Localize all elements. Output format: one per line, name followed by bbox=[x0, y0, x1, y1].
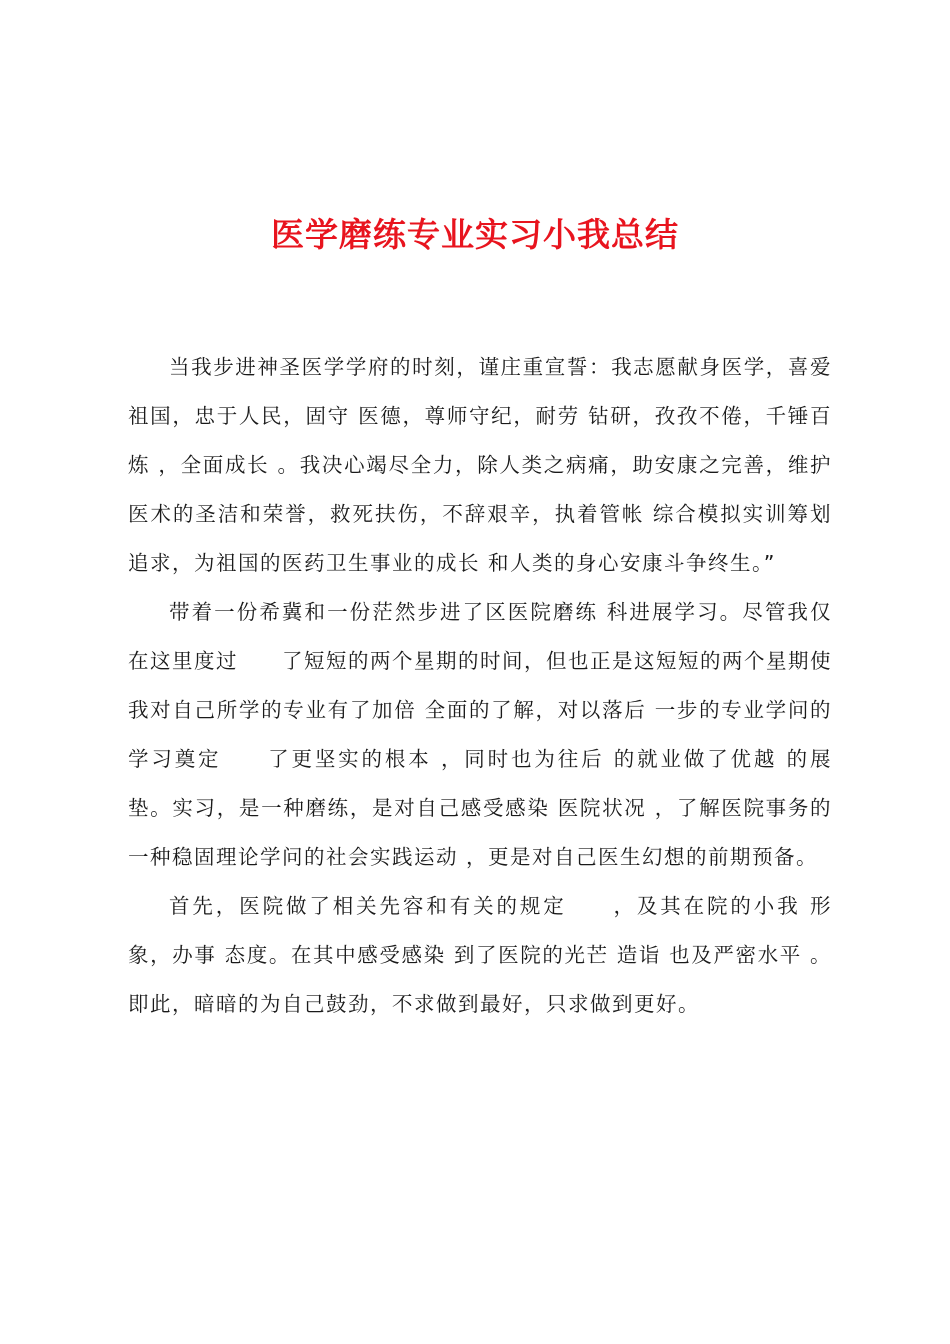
document-title: 医学磨练专业实习小我总结 bbox=[271, 215, 679, 254]
paragraph-oath: 当我步进神圣医学学府的时刻，谨庄重宣誓：我志愿献身医学，喜爱祖国，忠于人民，固守 医德，尊师守纪，耐劳 钻研，孜孜不倦，千锤百炼 ，全面成长 。我决心竭尽全力，除人类之病痛，助安康之完善，维护医术的圣洁和荣誉，救死扶伤，不辞艰辛，执着管帐 综合模拟实训筹划 追求，为祖国的医药卫生事业的成长 和人类的身心安康斗争终生。” bbox=[128, 355, 832, 575]
paragraph-first: 首先，医院做了相关先容和有关的规定 ，及其在院的小我 形象，办事 态度。在其中感受感染 到了医院的光芒 造诣 也及严密水平 。即此，暗暗的为自己鼓劲，不求做到最好，只求做到更好。 bbox=[128, 894, 832, 1016]
paragraph-internship: 带着一份希冀和一份茫然步进了区医院磨练 科进展学习。尽管我仅在这里度过 了短短的两个星期的时间，但也正是这短短的两个星期使我对自己所学的专业有了加倍 全面的了解，对以落后 一步的专业学问的学习奠定 了更坚实的根本 ，同时也为往后 的就业做了优越 的展垫。实习，是一种磨练，是对自己感受感染 医院状况 ，了解医院事务的一种稳固理论学问的社会实践运动 ，更是对自己医生幻想的前期预备。 bbox=[128, 600, 832, 869]
document-body bbox=[128, 343, 832, 1029]
